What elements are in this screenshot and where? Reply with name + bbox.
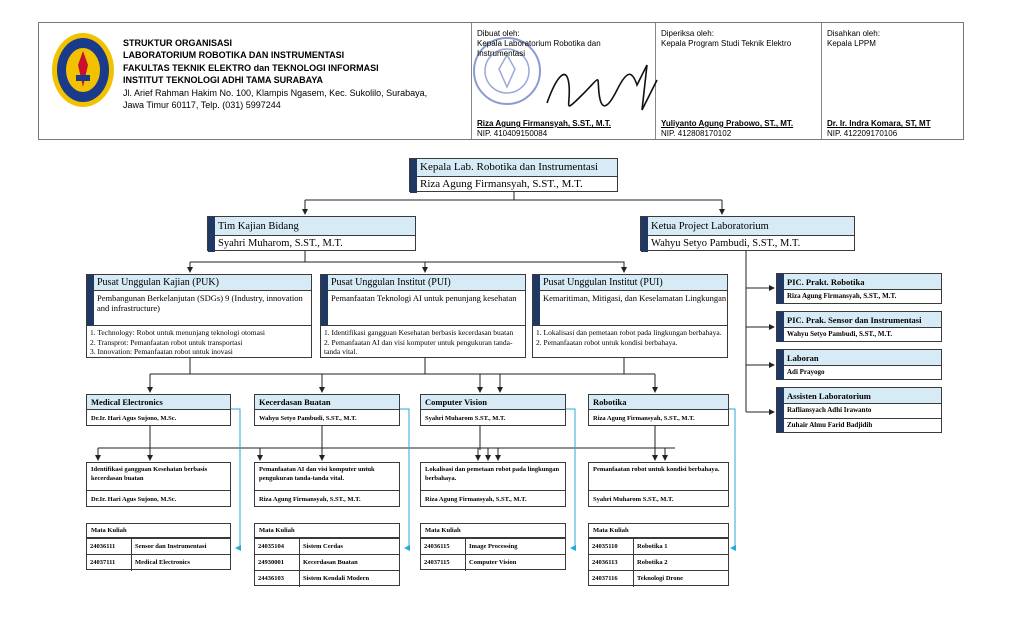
sig-role: Kepala LPPM: [827, 39, 876, 48]
course-name: Sistem Cerdas: [303, 543, 343, 550]
topic-pic: Syahri Muharom S.ST., M.T.: [589, 490, 728, 507]
course-code: 24037115: [424, 559, 450, 566]
course-code: 24035104: [258, 543, 284, 550]
course-row: [87, 538, 230, 555]
pusat-pui-maritime-box: [532, 274, 728, 358]
course-row: [255, 554, 399, 571]
courses-table: [86, 523, 231, 570]
institute-name: INSTITUT TEKNOLOGI ADHI TAMA SURABAYA: [123, 75, 324, 86]
ketua-project-title: Ketua Project Laboratorium: [641, 217, 854, 236]
tim-kajian-name: Syahri Muharom, S.ST., M.T.: [208, 236, 415, 252]
pusat-subtitle: Pemanfaatan Teknologi AI untuk penunjang kesehatan: [321, 291, 525, 326]
course-name: Sensor dan Instrumentasi: [135, 543, 207, 550]
pusat-title: Pusat Unggulan Kajian (PUK): [87, 275, 311, 291]
faculty-name: FAKULTAS TEKNIK ELEKTRO dan TEKNOLOGI INFORMASI: [123, 62, 379, 73]
course-code: 24036113: [592, 559, 618, 566]
course-code: 24037116: [592, 575, 618, 582]
courses-table: [254, 523, 400, 586]
ketua-project-box: [640, 216, 855, 251]
asisten-box: [776, 387, 942, 433]
pic-title: PIC. Prak. Sensor dan Instrumentasi: [777, 312, 941, 328]
topic-box: [254, 462, 400, 507]
head-of-lab-name: Riza Agung Firmansyah, S.ST., M.T.: [410, 177, 617, 193]
head-of-lab-title: Kepala Lab. Robotika dan Instrumentasi: [410, 159, 617, 177]
pusat-items: [324, 328, 522, 357]
topic-pic: Riza Agung Firmansyah, S.ST., M.T.: [255, 490, 399, 507]
course-row: [589, 554, 728, 571]
field-computer-vision: [420, 394, 566, 426]
course-code: 24036115: [424, 543, 450, 550]
pusat-item: 1. Lokalisasi dan pemetaan robot pada lingkungan berbahaya.: [536, 328, 722, 337]
courses-table: [420, 523, 566, 570]
field-robotika: [588, 394, 729, 426]
pusat-item: 2. Pemanfaatan robot untuk kondisi berbahaya.: [536, 337, 678, 347]
course-row: [255, 570, 399, 587]
course-name: Robotika 2: [637, 559, 668, 566]
field-kecerdasan-buatan: [254, 394, 400, 426]
sig-label: Diperiksa oleh:: [661, 29, 714, 38]
topic-description: Identifikasi gangguan Kesehatan berbasis kecerdasan buatan: [91, 466, 208, 482]
lab-name: LABORATORIUM ROBOTIKA DAN INSTRUMENTASI: [123, 50, 345, 61]
course-code: 24036111: [90, 543, 116, 550]
course-code: 24930001: [258, 559, 284, 566]
pic-name: Wahyu Setyo Pambudi, S.ST., M.T.: [777, 328, 941, 342]
pic-name: Adi Prayogo: [777, 366, 941, 380]
topic-description: Pemanfaatan robot untuk kondisi berbahaya.: [593, 466, 720, 473]
pic-title: Laboran: [777, 350, 941, 366]
courses-table: [588, 523, 729, 586]
field-lead: Riza Agung Firmansyah, S.ST., M.T.: [593, 415, 695, 422]
pusat-subtitle: Kemaritiman, Mitigasi, dan Keselamatan Lingkungan: [533, 291, 727, 326]
topic-description: Lokalisasi dan pemetaan robot pada lingkungan berbahaya.: [425, 466, 560, 482]
topic-pic: Riza Agung Firmansyah, S.ST., M.T.: [421, 490, 565, 507]
address-line-1: Jl. Arief Rahman Hakim No. 100, Klampis Ngasem, Kec. Sukolilo, Surabaya,: [123, 87, 428, 98]
field-lead: Dr.Ir. Hari Agus Sujono, M.Sc.: [91, 415, 177, 422]
doc-title: STRUKTUR ORGANISASI: [123, 38, 233, 48]
sig-nip: NIP. 410409150084: [477, 129, 548, 138]
course-row: [87, 554, 230, 571]
courses-title: Mata Kuliah: [87, 524, 230, 538]
sig-label: Disahkan oleh:: [827, 29, 880, 38]
field-medical-electronics: [86, 394, 231, 426]
pic-name: Rafliansyach Adhi Irawanto: [777, 404, 941, 418]
pic-robotika-box: [776, 273, 942, 304]
course-row: [421, 538, 565, 555]
address-line-2: Jawa Timur 60117, Telp. (031) 5997244: [123, 100, 281, 111]
courses-title: Mata Kuliah: [255, 524, 399, 538]
topic-description: Pemanfaatan AI dan visi komputer untuk pengukuran tanda-tanda vital.: [259, 466, 375, 482]
topic-box: [86, 462, 231, 507]
sig-name: Riza Agung Firmansyah, S.ST., M.T.: [477, 119, 611, 128]
course-row: [255, 538, 399, 555]
pusat-title: Pusat Unggulan Institut (PUI): [533, 275, 727, 291]
tim-kajian-title: Tim Kajian Bidang: [208, 217, 415, 236]
pusat-item: 1. Technology: Robot untuk menunjang teknologi otomasi: [90, 328, 265, 337]
pusat-item: 2. Pemanfaatan AI dan visi komputer untuk pengukuran tanda-tanda vital.: [324, 337, 513, 356]
pusat-title: Pusat Unggulan Institut (PUI): [321, 275, 525, 291]
ketua-project-name: Wahyu Setyo Pambudi, S.ST., M.T.: [641, 236, 854, 252]
pusat-items: [90, 328, 308, 357]
sig-name: Yuliyanto Agung Prabowo, ST., MT.: [661, 119, 794, 128]
pic-sensor-box: [776, 311, 942, 342]
courses-title: Mata Kuliah: [421, 524, 565, 538]
sig-role: Kepala Program Studi Teknik Elektro: [661, 39, 792, 48]
pusat-subtitle: Pembangunan Berkelanjutan (SDGs) 9 (Industry, innovation and infrastructure): [87, 291, 311, 326]
topic-pic: Dr.Ir. Hari Agus Sujono, M.Sc.: [87, 490, 230, 507]
head-of-lab-box: [409, 158, 618, 192]
pic-title: PIC. Prakt. Robotika: [777, 274, 941, 290]
pusat-item: 3. Innovation: Pemanfaatan robot untuk inovasi: [90, 347, 233, 356]
pic-name: Zuhair Almu Farid Badjidih: [777, 418, 941, 432]
course-code: 24436103: [258, 575, 284, 582]
course-row: [589, 570, 728, 587]
field-title: Medical Electronics: [87, 395, 230, 410]
courses-title: Mata Kuliah: [589, 524, 728, 538]
sig-role: Kepala Laboratorium Robotika dan: [477, 39, 601, 48]
field-title: Kecerdasan Buatan: [255, 395, 399, 410]
pusat-item: 2. Transprot: Pemanfaatan robot untuk transportasi: [90, 337, 243, 347]
course-name: Image Processing: [469, 543, 518, 550]
course-code: 24035110: [592, 543, 618, 550]
sig-label: Dibuat oleh:: [477, 29, 520, 38]
course-row: [589, 538, 728, 555]
pic-title: Assisten Laboratorium: [777, 388, 941, 404]
course-row: [421, 554, 565, 571]
topic-box: [420, 462, 566, 507]
sig-role: Instrumentasi: [477, 49, 526, 58]
course-code: 24037111: [90, 559, 116, 566]
course-name: Medical Electronics: [135, 559, 190, 566]
sig-nip: NIP. 412808170102: [661, 129, 732, 138]
pusat-items: [536, 328, 724, 347]
pusat-item: 1. Identifikasi gangguan Kesehatan berbasis kecerdasan buatan: [324, 328, 514, 337]
course-name: Robotika 1: [637, 543, 668, 550]
field-title: Robotika: [589, 395, 728, 410]
laboran-box: [776, 349, 942, 380]
course-name: Kecerdasan Buatan: [303, 559, 358, 566]
field-title: Computer Vision: [421, 395, 565, 410]
sig-name: Dr. Ir. Indra Komara, ST, MT: [827, 119, 931, 128]
topic-box: [588, 462, 729, 507]
course-name: Sistem Kendali Modern: [303, 575, 370, 582]
field-lead: Syahri Muharom S.ST., M.T.: [425, 415, 506, 422]
pusat-pui-health-box: [320, 274, 526, 358]
field-lead: Wahyu Setyo Pambudi, S.ST., M.T.: [259, 415, 357, 422]
pic-name: Riza Agung Firmansyah, S.ST., M.T.: [777, 290, 941, 304]
pusat-puk-box: [86, 274, 312, 358]
sig-nip: NIP. 412209170106: [827, 129, 898, 138]
course-name: Teknologi Drone: [637, 575, 684, 582]
course-name: Computer Vision: [469, 559, 517, 566]
tim-kajian-box: [207, 216, 416, 251]
